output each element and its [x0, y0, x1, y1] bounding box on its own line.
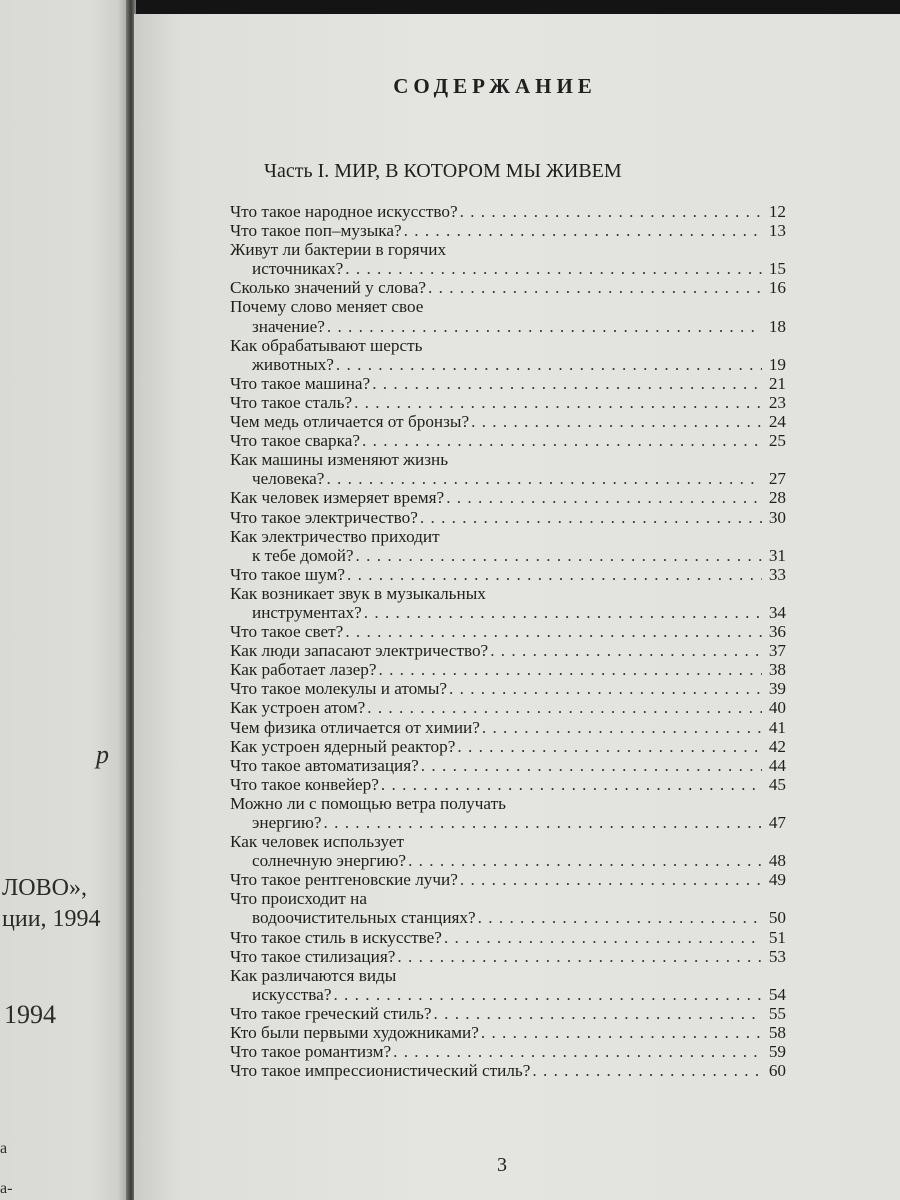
- toc-entry-page: 49: [768, 870, 786, 890]
- toc-entry-title: энергию?: [252, 813, 322, 832]
- toc-entry-page: 28: [768, 488, 786, 508]
- dot-leader: [367, 698, 762, 717]
- toc-entry-title: Что такое автоматизация?: [230, 755, 419, 775]
- toc-entry-title: Как устроен ядерный реактор?: [230, 736, 456, 756]
- toc-entry: [230, 698, 786, 717]
- toc-entry-page: 30: [768, 507, 786, 527]
- toc-entry-page: 21: [768, 373, 786, 393]
- toc-entry-page: 50: [768, 908, 786, 928]
- toc-entry-page: 12: [768, 202, 786, 221]
- dot-leader: [326, 469, 762, 488]
- toc-entry: [230, 336, 786, 374]
- toc-entry-page: 48: [768, 851, 786, 871]
- toc-entry-title: Сколько значений у слова?: [230, 278, 427, 298]
- toc-entry: [230, 947, 786, 966]
- toc-entry: [230, 508, 786, 527]
- toc-entry-title: Как человек измеряет время?: [230, 488, 445, 508]
- toc-entry-title: Что такое молекулы и атомы?: [230, 679, 447, 699]
- toc-entry-page: 13: [768, 221, 786, 241]
- toc-entry-page: 38: [768, 660, 786, 680]
- toc-entry-title: Можно ли с помощью ветра получать: [230, 793, 506, 813]
- toc-entry: [230, 240, 786, 278]
- toc-entry-page: 42: [768, 736, 786, 756]
- toc-entry-title: солнечную энергию?: [252, 851, 407, 871]
- toc-entry-page: 40: [768, 698, 786, 718]
- toc-entry: [230, 756, 786, 775]
- dot-leader: [393, 1042, 762, 1061]
- toc-entry-title: Как работает лазер?: [230, 660, 377, 680]
- page-title: СОДЕРЖАНИЕ: [393, 74, 597, 98]
- toc-entry: [230, 660, 786, 679]
- toc-entry-page: 59: [768, 1042, 786, 1062]
- dot-leader: [471, 412, 762, 431]
- dot-leader: [449, 679, 762, 698]
- toc-entry-page: 47: [768, 813, 786, 832]
- dot-leader: [372, 374, 762, 393]
- toc-entry-title: водоочистительных станциях?: [252, 908, 476, 928]
- dot-leader: [460, 870, 762, 889]
- toc-entry-title: Что такое сварка?: [230, 431, 360, 451]
- dot-leader: [364, 603, 762, 622]
- toc-entry-page: 27: [768, 469, 786, 489]
- toc-entry: [230, 622, 786, 641]
- toc-entry-title: человека?: [252, 469, 325, 489]
- toc-entry-title: животных?: [252, 354, 334, 374]
- toc-entry-page: 58: [768, 1023, 786, 1043]
- toc-entry-title: Как человек использует: [230, 832, 404, 852]
- toc-entry: [230, 374, 786, 393]
- toc-entry: [230, 641, 786, 660]
- toc-entry-title: к тебе домой?: [252, 545, 354, 565]
- dot-leader: [354, 393, 762, 412]
- toc-entry-title: Что такое греческий стиль?: [230, 1003, 432, 1023]
- toc-entry: [230, 1042, 786, 1061]
- toc-entry: [230, 584, 786, 622]
- toc-entry-page: 23: [768, 392, 786, 412]
- toc-entry: [230, 1004, 786, 1023]
- dot-leader: [460, 202, 762, 221]
- toc-entry-title: Чем медь отличается от бронзы?: [230, 412, 470, 432]
- toc-entry: [230, 221, 786, 240]
- part-heading: Часть I. МИР, В КОТОРОМ МЫ ЖИВЕМ: [264, 160, 622, 182]
- left-page: [0, 0, 128, 1200]
- dot-leader: [446, 488, 762, 507]
- toc-entry: [230, 393, 786, 412]
- toc-entry-title: Что такое сталь?: [230, 392, 353, 412]
- toc-entry: [230, 431, 786, 450]
- toc-entry: [230, 565, 786, 584]
- toc-entry: [230, 1061, 786, 1080]
- toc-entry-page: 45: [768, 774, 786, 794]
- toc-entry-title: Как возникает звук в музыкальных: [230, 583, 486, 603]
- toc-entry-page: 51: [768, 927, 786, 947]
- toc-entry-title: Что происходит на: [230, 889, 367, 909]
- toc-entry-page: 15: [768, 259, 786, 279]
- toc-entry: [230, 202, 786, 221]
- dot-leader: [404, 221, 762, 240]
- toc-entry-page: 33: [768, 564, 786, 584]
- toc-entry-page: 25: [768, 431, 786, 451]
- dot-leader: [324, 813, 762, 832]
- toc-entry-page: 39: [768, 679, 786, 699]
- toc-entry-title: Что такое народное искусство?: [230, 202, 458, 221]
- toc-entry: [230, 832, 786, 870]
- toc-entry: [230, 1023, 786, 1042]
- toc-entry-title: Что такое стилизация?: [230, 946, 396, 966]
- dot-leader: [333, 985, 762, 1004]
- dot-leader: [481, 1023, 762, 1042]
- dot-leader: [408, 851, 762, 870]
- toc-entry-title: Что такое стиль в искусстве?: [230, 927, 442, 947]
- dot-leader: [362, 431, 762, 450]
- toc-entry-title: источниках?: [252, 259, 344, 279]
- toc-entry: [230, 679, 786, 698]
- toc-entry-page: 24: [768, 412, 786, 432]
- dot-leader: [381, 775, 762, 794]
- toc-entry: [230, 412, 786, 431]
- toc-entry-title: Как машины изменяют жизнь: [230, 450, 449, 470]
- dot-leader: [378, 660, 762, 679]
- toc-entry-title: Почему слово меняет свое: [230, 297, 424, 317]
- toc-entry-title: Кто были первыми художниками?: [230, 1023, 479, 1043]
- dot-leader: [356, 546, 762, 565]
- dot-leader: [345, 622, 762, 641]
- toc-entry-title: Что такое электричество?: [230, 507, 418, 527]
- toc-entry-title: Что такое свет?: [230, 622, 344, 642]
- toc-entry-page: 54: [768, 984, 786, 1004]
- toc-entry: [230, 870, 786, 889]
- toc-entry: [230, 527, 786, 565]
- left-page-fragment: а: [0, 1140, 8, 1157]
- toc-entry-title: Как различаются виды: [230, 965, 397, 985]
- left-page-fragment: р: [96, 740, 109, 769]
- toc-entry-title: Что такое поп–музыка?: [230, 221, 402, 241]
- toc-entry-title: Чем физика отличается от химии?: [230, 717, 480, 737]
- dot-leader: [532, 1061, 762, 1080]
- toc-entry-title: искусства?: [252, 984, 332, 1004]
- left-page-fragment: а-: [0, 1180, 13, 1197]
- toc-entry: [230, 928, 786, 947]
- dot-leader: [420, 508, 762, 527]
- toc-entry-page: 53: [768, 946, 786, 966]
- toc-entry: [230, 889, 786, 927]
- toc-entry-title: Как устроен атом?: [230, 698, 366, 718]
- toc-entry-title: Как обрабатывают шерсть: [230, 335, 423, 355]
- dot-leader: [345, 259, 762, 278]
- toc-entry-title: Что такое машина?: [230, 373, 371, 393]
- dot-leader: [478, 908, 762, 927]
- left-page-fragment: ЛОВО»,: [2, 875, 87, 901]
- toc-entry-title: Как электричество приходит: [230, 526, 440, 546]
- dot-leader: [457, 737, 762, 756]
- toc-entry-title: Что такое шум?: [230, 564, 346, 584]
- toc-entry-page: 37: [768, 641, 786, 661]
- dot-leader: [482, 718, 762, 737]
- table-of-contents: [230, 202, 786, 1080]
- left-page-fragment: 1994: [4, 1000, 56, 1029]
- toc-entry: [230, 297, 786, 335]
- toc-entry-title: Что такое рентгеновские лучи?: [230, 870, 458, 890]
- dot-leader: [444, 928, 762, 947]
- toc-entry-page: 18: [768, 316, 786, 336]
- dot-leader: [347, 565, 762, 584]
- toc-entry: [230, 278, 786, 297]
- toc-entry-page: 60: [768, 1061, 786, 1081]
- left-page-fragment: ции, 1994: [2, 906, 101, 932]
- dot-leader: [421, 756, 762, 775]
- toc-entry: [230, 966, 786, 1004]
- toc-entry-page: 36: [768, 622, 786, 642]
- toc-entry-title: Живут ли бактерии в горячих: [230, 240, 447, 260]
- dot-leader: [336, 355, 762, 374]
- toc-entry: [230, 450, 786, 488]
- toc-entry: [230, 737, 786, 756]
- toc-entry-page: 19: [768, 354, 786, 374]
- toc-entry-page: 41: [768, 717, 786, 737]
- dot-leader: [434, 1004, 763, 1023]
- toc-entry-title: Как люди запасают электричество?: [230, 641, 489, 661]
- page-number: 3: [497, 1154, 507, 1176]
- toc-entry: [230, 794, 786, 832]
- toc-entry-page: 44: [768, 755, 786, 775]
- toc-entry: [230, 775, 786, 794]
- toc-entry-title: Что такое конвейер?: [230, 774, 379, 794]
- toc-entry-page: 34: [768, 602, 786, 622]
- toc-entry-page: 31: [768, 545, 786, 565]
- dot-leader: [490, 641, 762, 660]
- dot-leader: [428, 278, 762, 297]
- toc-entry: [230, 488, 786, 507]
- toc-entry-title: инструментах?: [252, 602, 362, 622]
- toc-entry-title: Что такое романтизм?: [230, 1042, 392, 1062]
- dot-leader: [327, 317, 762, 336]
- toc-entry-title: Что такое импрессионистический стиль?: [230, 1061, 531, 1081]
- toc-entry: [230, 718, 786, 737]
- toc-entry-page: 55: [768, 1003, 786, 1023]
- toc-entry-page: 16: [768, 278, 786, 298]
- toc-entry-title: значение?: [252, 316, 325, 336]
- dot-leader: [397, 947, 762, 966]
